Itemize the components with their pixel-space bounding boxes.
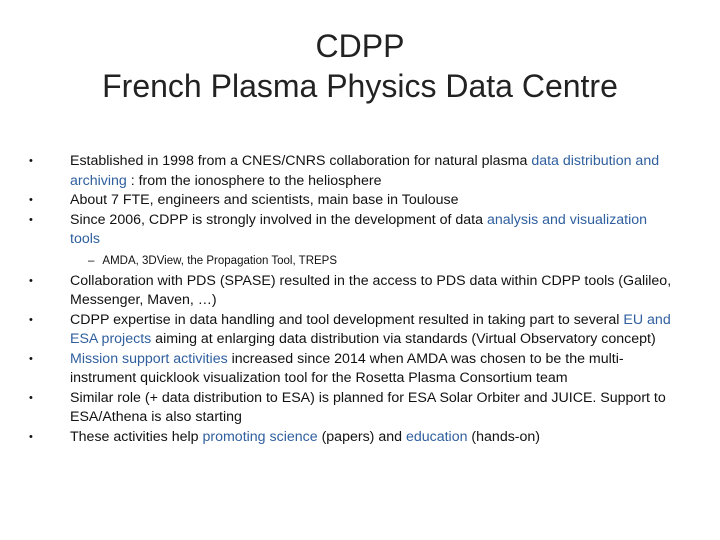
bullet-text: About 7 FTE, engineers and scientists, main base in Toulouse	[70, 192, 459, 208]
bullet-marker: •	[29, 391, 33, 404]
bullet-marker: •	[29, 274, 33, 287]
bullet-item	[0, 350, 720, 389]
sub-bullet-dash: –	[88, 254, 95, 267]
bullet-text: CDPP expertise in data handling and tool development resulted in taking part to several EU and ESA projects aiming at enlarging data distribution via standards (Virtual Observatory concept)	[70, 311, 671, 347]
bullet-marker: •	[29, 313, 33, 326]
bullet-item	[0, 191, 720, 211]
title-line-2: French Plasma Physics Data Centre	[102, 68, 618, 104]
bullet-item	[0, 311, 720, 350]
bullet-item	[0, 428, 720, 448]
bullet-text: Established in 1998 from a CNES/CNRS collaboration for natural plasma data distribution and archiving : from the ionosphere to the heliosphere	[70, 153, 660, 189]
bullet-text: Mission support activities increased since 2014 when AMDA was chosen to be the multi-instrument quicklook visualization tool for the Rosetta Plasma Consortium team	[70, 350, 624, 386]
bullet-text: Collaboration with PDS (SPASE) resulted in the access to PDS data within CDPP tools (Galileo, Messenger, Maven, …)	[70, 272, 672, 308]
bullet-marker: •	[29, 194, 33, 206]
bullet-item	[0, 272, 720, 311]
bullet-text: Similar role (+ data distribution to ESA) is planned for ESA Solar Orbiter and JUICE. Support to ESA/Athena is also starting	[70, 389, 666, 425]
bullet-text: Since 2006, CDPP is strongly involved in the development of data analysis and visualization tools	[70, 211, 648, 247]
sub-bullet-text: AMDA, 3DView, the Propagation Tool, TREPS	[102, 254, 338, 267]
sub-bullet-item	[0, 252, 720, 270]
bullet-marker: •	[29, 213, 33, 226]
slide-title	[0, 26, 720, 106]
bullet-list	[0, 152, 720, 447]
title-line-1: CDPP	[315, 28, 405, 64]
bullet-item	[0, 389, 720, 428]
bullet-text: These activities help promoting science (papers) and education (hands-on)	[70, 428, 541, 445]
bullet-marker: •	[29, 352, 33, 365]
bullet-marker: •	[29, 430, 33, 443]
bullet-marker: •	[29, 155, 33, 167]
bullet-item	[0, 152, 720, 191]
bullet-item	[0, 211, 720, 250]
